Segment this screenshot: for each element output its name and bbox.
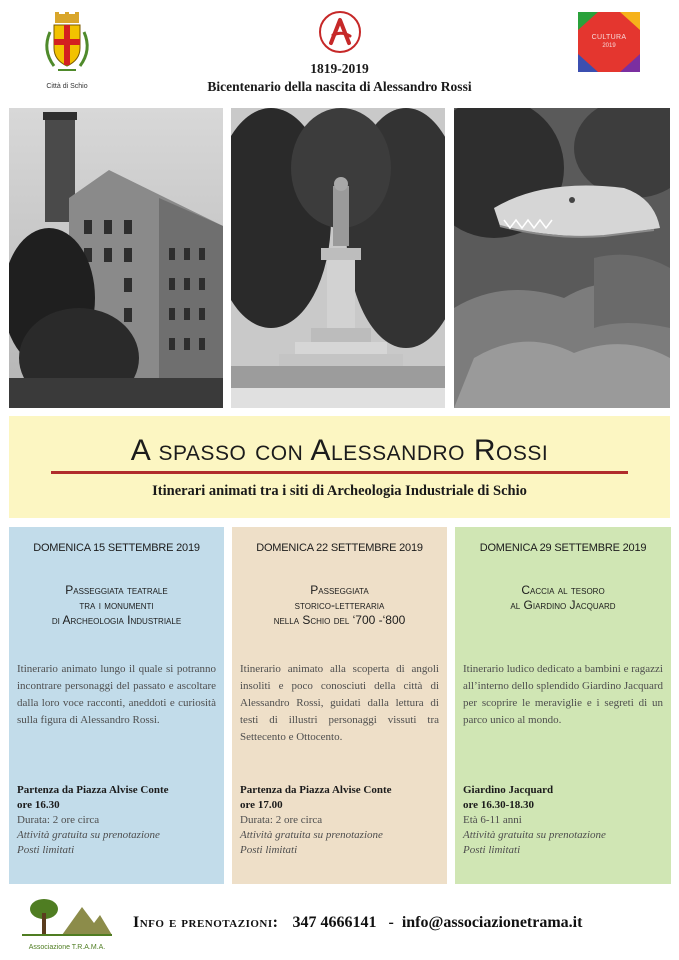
event-column-2 <box>232 527 447 884</box>
contact-line <box>133 914 582 932</box>
event-title <box>232 583 447 628</box>
event-place: Partenza da Piazza Alvise Conte <box>240 784 392 796</box>
city-logo-caption: Città di Schio <box>46 83 88 90</box>
event-description: Itinerario ludico dedicato a bambini e ragazzi all’interno dello splendido Giardino Jacquard per scoprire le meraviglie e i segreti di un parco unico al mondo. <box>463 663 663 726</box>
event-column-1 <box>9 527 224 884</box>
event-date: DOMENICA 29 SETTEMBRE 2019 <box>479 542 647 554</box>
factory-building-photo <box>9 108 223 408</box>
event-note-limited: Posti limitati <box>463 844 521 856</box>
anniversary-years: 1819-2019 <box>310 61 369 76</box>
contact-email[interactable]: info@associazionetrama.it <box>401 914 583 931</box>
event-title <box>9 583 224 628</box>
monument-statue-photo <box>231 108 445 408</box>
main-title: A spasso con Alessandro Rossi <box>130 434 549 467</box>
event-date: DOMENICA 22 SETTEMBRE 2019 <box>256 542 423 554</box>
culture-logo-year: 2019 <box>602 43 616 49</box>
event-place: Giardino Jacquard <box>463 784 554 796</box>
event-details <box>240 783 441 858</box>
event-title-line: storico-letteraria <box>294 598 385 612</box>
trama-association-logo <box>22 895 112 953</box>
culture-logo-text: CULTURA <box>591 34 627 41</box>
tree-mountain-icon <box>22 895 112 941</box>
event-time: ore 17.00 <box>240 799 283 811</box>
event-extra: Età 6-11 anni <box>463 814 522 826</box>
event-note-limited: Posti limitati <box>240 844 298 856</box>
event-title-line: Caccia al tesoro <box>521 583 605 597</box>
event-date: DOMENICA 15 SETTEMBRE 2019 <box>33 542 200 554</box>
event-description: Itinerario animato lungo il quale si potranno incontrare personaggi del passato e ascoltare dalla loro voce racconti, aneddoti e curiosità sulla figura di Alessandro Rossi. <box>17 663 216 726</box>
event-title-line: Passeggiata <box>310 583 369 597</box>
bicentenary-subtitle: Bicentenario della nascita di Alessandro Rossi <box>207 79 472 94</box>
event-note-free: Attività gratuita su prenotazione <box>17 829 160 841</box>
association-name: Associazione T.R.A.M.A. <box>28 944 106 951</box>
event-title-line: al Giardino Jacquard <box>510 598 616 612</box>
event-title-line: tra i monumenti <box>79 598 154 612</box>
contact-phone[interactable]: 347 4666141 <box>292 914 377 931</box>
event-time: ore 16.30 <box>17 799 60 811</box>
event-title-line: di Archeologia Industriale <box>51 613 182 627</box>
stylized-a-logo-icon <box>318 10 362 54</box>
event-details <box>463 783 665 858</box>
event-note-limited: Posti limitati <box>17 844 75 856</box>
event-column-3 <box>455 527 671 884</box>
event-title <box>455 583 671 613</box>
bicentenary-logo <box>318 10 362 54</box>
event-title-line: Passeggiata teatrale <box>65 583 168 597</box>
event-note-free: Attività gratuita su prenotazione <box>463 829 606 841</box>
contact-separator: - <box>388 914 394 931</box>
event-title-line: nella Schio del ‘700 -‘800 <box>273 613 406 627</box>
event-extra: Durata: 2 ore circa <box>17 814 100 826</box>
title-band <box>9 416 670 518</box>
event-details <box>17 783 218 858</box>
event-description: Itinerario animato alla scoperta di angoli insoliti e poco conosciuti della città di Alessandro Rossi, guidati dalla lettura di testi di illustri personaggi vissuti tra Settecento e Ottocento. <box>240 663 439 743</box>
title-divider <box>51 471 628 474</box>
event-note-free: Attività gratuita su prenotazione <box>240 829 383 841</box>
contact-label: Info e prenotazioni: <box>133 914 279 931</box>
event-extra: Durata: 2 ore circa <box>240 814 323 826</box>
crocodile-sculpture-photo <box>454 108 670 408</box>
event-place: Partenza da Piazza Alvise Conte <box>17 784 169 796</box>
event-time: ore 16.30-18.30 <box>463 799 534 811</box>
main-subtitle: Itinerari animati tra i siti di Archeologia Industriale di Schio <box>152 483 527 499</box>
